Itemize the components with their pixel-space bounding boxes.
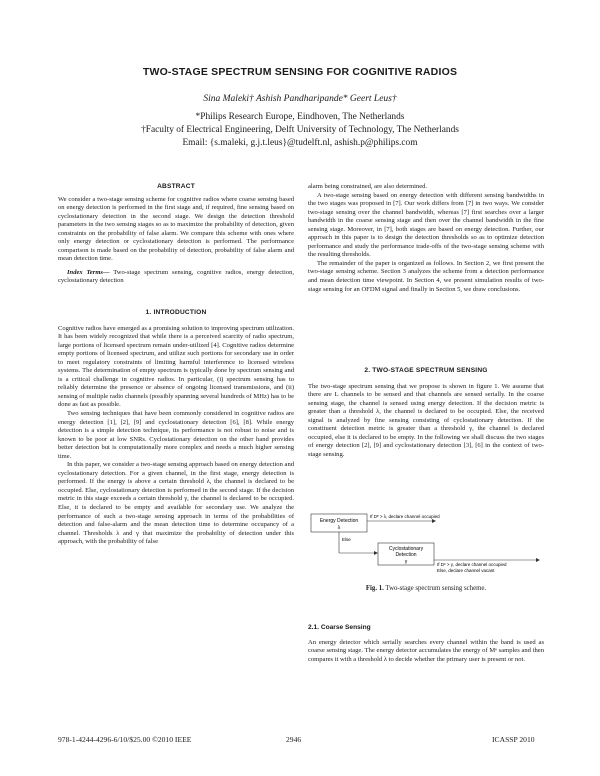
arrowhead bbox=[374, 551, 378, 555]
intro-paragraph: Cognitive radios have emerged as a promising solution to improving spectrum utilization. It has been widely recognized that while there is a perceived scarcity of radio spectrum, large portions of licensed spectrum remain under-utilized [4]. Cognitive radios determine empty portions of licensed spectrum, and utilize such portions for secondary use in order to meet regulatory constraints of limiting harmful interference to licensed wireless systems. The determination of empty spectrum is typically done by spectrum sensing and is a critical challenge in cognitive radios. In particular, (i) spectrum sensing has to reliably determine the presence or absence of ongoing licensed transmissions, and (ii) sensing of multiple radio channels (possibly spanning several hundreds of MHz) has to be done as fast as possible. bbox=[58, 324, 294, 409]
right-column bbox=[308, 183, 544, 294]
affiliation-philips: *Philips Research Europe, Eindhoven, The Netherlands bbox=[195, 112, 405, 122]
subsection-text: An energy detector which serially searches every channel within the band is used as coarse sensing stage. The energy detector accumulates the energy of Mᵉ samples and then compares it with a threshold λ to decide whether the primary user is present or not. bbox=[308, 638, 544, 663]
left-column bbox=[58, 183, 294, 286]
arrowhead bbox=[432, 519, 436, 523]
vacant-label: Else, declare channel vacant bbox=[437, 568, 495, 573]
threshold-2-label: If Dᶜ > γ, declare channel occupied bbox=[437, 562, 507, 567]
body-paragraph: alarm being constrained, are also determined. bbox=[308, 183, 428, 190]
section-2-text: The two-stage spectrum sensing that we propose is shown in figure 1. We assume that there are L channels to be sensed and that channels are sensed serially. In the coarse sensing stage, the channel is sensed using energy detection. If the decision metric is greater than a threshold λ, the channel is declared to be occupied. Else, the received signal is analyzed by fine sensing consisting of cyclostationary detection. If the constituent detection metric is greater than a threshold γ, the channel is declared occupied, else it is declared to be empty. In the following we shall discuss the two stages of energy detection [2], [9] and cyclostationary detection [3], [6] in the context of two-stage sensing. bbox=[308, 382, 544, 458]
figure-number: Fig. 1. bbox=[365, 585, 384, 592]
detection-label: Detection bbox=[395, 552, 417, 558]
section-2-1 bbox=[308, 624, 544, 664]
author-list: Sina Maleki† Ashish Pandharipande* Geert Leus† bbox=[203, 94, 397, 104]
index-terms bbox=[58, 269, 294, 286]
abstract-heading: ABSTRACT bbox=[157, 183, 195, 190]
section-2 bbox=[308, 367, 544, 459]
index-terms-text: Two-stage spectrum sensing, cognitive radios, energy detection, cyclostationary detection bbox=[58, 268, 294, 285]
body-paragraph: The remainder of the paper is organized as follows. In Section 2, we first present the two-stage sensing scheme. Section 3 analyzes the scheme from a detection performance and mean detection time viewpoint. In Section 4, we present simulation results of two-stage sensing for an OFDM signal and finally in Section 5, we draw conclusions. bbox=[308, 259, 544, 293]
body-paragraph: A two-stage sensing based on energy detection with different sensing bandwidths in the two stages was proposed in [7]. Our work differs from [7] in two ways. We consider two-stage sensing over the channel bandwidth, whereas [7] first searches over a larger bandwidth in the coarse sensing stage and then over the channel bandwidth in the fine sensing stage. Moreover, in [7], both stages are based on energy detection. Further, our approach in this paper is to design the detection thresholds so as to optimize detection performance and study the performance trade-offs of the two-stage sensing scheme with the resulting thresholds. bbox=[308, 191, 544, 259]
gamma-label: γ bbox=[404, 559, 408, 565]
conference-name: ICASSP 2010 bbox=[492, 735, 535, 744]
two-stage-sensing-diagram bbox=[308, 508, 544, 578]
abstract-text: We consider a two-stage sensing scheme for cognitive radios where coarse sensing based on energy detection is performed in the first stage and, if required, fine sensing based on cyclostationary detection in the second stage. We design the detection threshold parameters in the two sensing stages so as to maximize the probability of detection, given constraints on the probability of false alarm. We compare this scheme with ones where only energy detection or cyclostationary detection is performed. The performance comparison is made based on the probability of detection, probability of false alarm and mean detection time. bbox=[58, 195, 294, 263]
footer-copyright: 978-1-4244-4296-6/10/$25.00 ©2010 IEEE bbox=[58, 735, 192, 744]
index-terms-label: Index Terms— bbox=[67, 268, 110, 276]
energy-detection-label: Energy Detection bbox=[319, 518, 359, 524]
intro-paragraph: In this paper, we consider a two-stage sensing approach based on energy detection and cyclostationary detection. For a given channel, in the first stage, energy detection is performed. If the energy is above a certain threshold λ, the channel is declared to be occupied. Else, cyclostationary detection is performed in the second stage. If the decision metric in this stage exceeds a certain threshold γ, the channel is declared to be occupied. Else, it is declared to be empty and available for secondary use. We analyze the performance of such a two-stage sensing approach in terms of the probabilities of detection and false-alarm and the mean detection time to determine occupancy of a channel. Thresholds λ and γ that maximize the probability of detection under this approach, with the probability of false bbox=[58, 461, 294, 546]
cyclostationary-label: Cyclostationary bbox=[388, 546, 424, 552]
intro-paragraph: Two sensing techniques that have been commonly considered in cognitive radios are energy detection [1], [2], [9] and cyclostationary detection [6], [8]. While energy detection is a simple detection technique, its performance is not robust to noise and is known to be poor at low SNRs. Cyclostationary detection on the other hand provides better detection but is computationally more complex and needs a much higher sensing time. bbox=[58, 410, 294, 460]
else-label: Else bbox=[342, 537, 351, 542]
paper-title: TWO-STAGE SPECTRUM SENSING FOR COGNITIVE RADIOS bbox=[142, 66, 458, 78]
page-number: 2946 bbox=[286, 735, 302, 744]
threshold-1-label: If Dᵉ > λ, declare channel occupied bbox=[370, 514, 440, 519]
section-2-heading: 2. TWO-STAGE SPECTRUM SENSING bbox=[364, 367, 488, 374]
affiliation-delft: †Faculty of Electrical Engineering, Delft University of Technology, The Netherlands bbox=[141, 125, 459, 135]
subsection-heading: 2.1. Coarse Sensing bbox=[308, 624, 371, 631]
figure-caption-text: Two-stage spectrum sensing scheme. bbox=[383, 585, 487, 592]
affiliation-email: Email: {s.maleki, g.j.t.leus}@tudelft.nl, ashish.p@philips.com bbox=[182, 138, 418, 148]
intro-heading: 1. INTRODUCTION bbox=[145, 309, 207, 316]
figure-caption bbox=[308, 585, 544, 592]
arrowhead bbox=[536, 558, 540, 562]
intro-section bbox=[58, 309, 294, 547]
lambda-label: λ bbox=[337, 525, 341, 531]
